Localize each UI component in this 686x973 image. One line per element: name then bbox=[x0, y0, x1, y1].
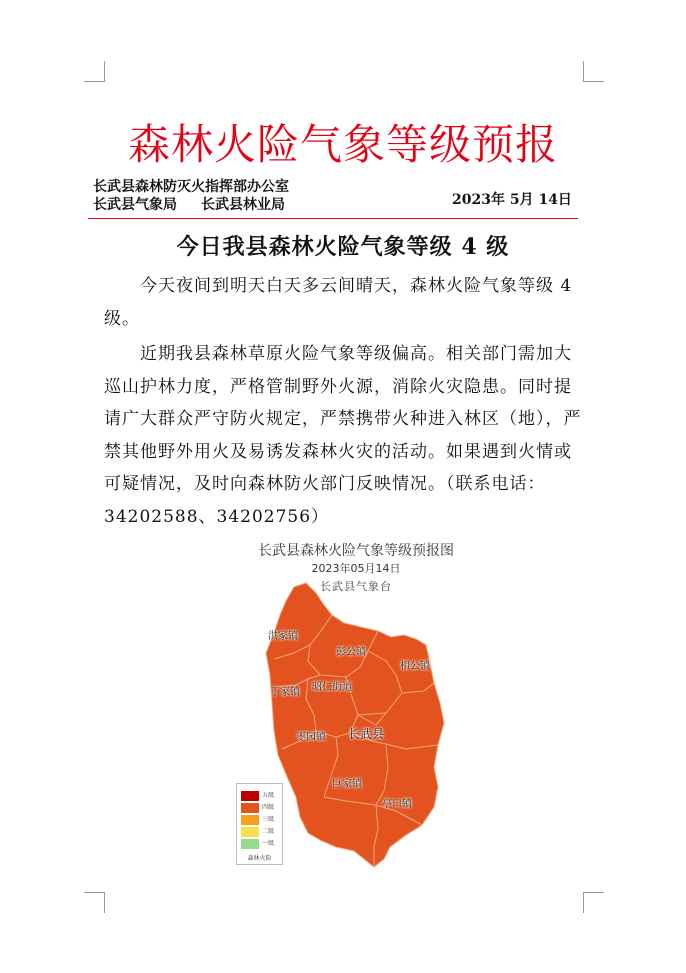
crop-mark-top-left bbox=[84, 61, 105, 82]
legend-label: 五级 bbox=[262, 792, 275, 799]
map-date: 2023年05月14日 bbox=[311, 562, 401, 575]
red-divider bbox=[88, 218, 578, 219]
map-title: 长武县森林火险气象等级预报图 bbox=[258, 543, 454, 559]
legend-swatch bbox=[241, 791, 259, 801]
town-label-tingkou: 亭口镇 bbox=[382, 799, 412, 810]
town-label-jueyuan: 枣园镇 bbox=[296, 732, 326, 743]
legend-caption: 森林火险 bbox=[247, 855, 272, 862]
legend-swatch bbox=[241, 839, 259, 849]
legend-swatch bbox=[241, 803, 259, 813]
legend-swatch bbox=[241, 827, 259, 837]
legend-label: 一级 bbox=[262, 840, 275, 847]
town-label-dingjia: 丁家镇 bbox=[270, 687, 300, 698]
issuer-line-2 bbox=[93, 196, 309, 214]
legend-item bbox=[241, 827, 281, 837]
town-label-jiujia: 巨家镇 bbox=[332, 779, 362, 790]
map-source: 长武县气象台 bbox=[320, 580, 392, 593]
legend-item bbox=[241, 803, 281, 813]
headline: 今日我县森林火险气象等级 4 级 bbox=[176, 234, 510, 260]
town-label-zhaoren: 昭仁街道 bbox=[312, 682, 352, 693]
document-title: 森林火险气象等级预报 bbox=[127, 120, 558, 169]
issuer-forestry-bureau: 长武县林业局 bbox=[201, 197, 285, 213]
map-legend bbox=[236, 783, 283, 865]
legend-swatch bbox=[241, 815, 259, 825]
legend-item bbox=[241, 791, 281, 801]
legend-label: 四级 bbox=[262, 804, 275, 811]
legend-label: 三级 bbox=[262, 816, 275, 823]
crop-mark-bottom-left bbox=[84, 892, 105, 913]
town-label-county-seat: 长武县 bbox=[348, 727, 385, 741]
issuer-meteorological-bureau: 长武县气象局 bbox=[93, 197, 177, 213]
issue-date: 2023年 5月 14日 bbox=[452, 192, 572, 208]
town-label-hongjia: 洪家镇 bbox=[268, 631, 298, 642]
crop-mark-bottom-right bbox=[583, 892, 604, 913]
town-label-xianggong: 相公镇 bbox=[400, 661, 430, 672]
paragraph-forecast: 今天夜间到明天白天多云间晴天，森林火险气象等级 4 级。 bbox=[104, 276, 573, 329]
legend-label: 二级 bbox=[262, 828, 275, 835]
town-label-penggong: 彭公镇 bbox=[336, 647, 366, 658]
legend-item bbox=[241, 839, 281, 849]
crop-mark-top-right bbox=[583, 61, 604, 82]
paragraph-advice: 近期我县森林草原火险气象等级偏高。相关部门需加大巡山护林力度，严格管制野外火源，消除火灾隐患。同时提请广大群众严守防火规定，严禁携带火种进入林区（地），严禁其他野外用火及易诱发森林火灾的活动。如果遇到火情或可疑情况，及时向森林防火部门反映情况。（联系电话：34202588、34202756） bbox=[104, 344, 582, 527]
legend-item bbox=[241, 815, 281, 825]
issuer-line-1: 长武县森林防灭火指挥部办公室 bbox=[93, 179, 289, 195]
